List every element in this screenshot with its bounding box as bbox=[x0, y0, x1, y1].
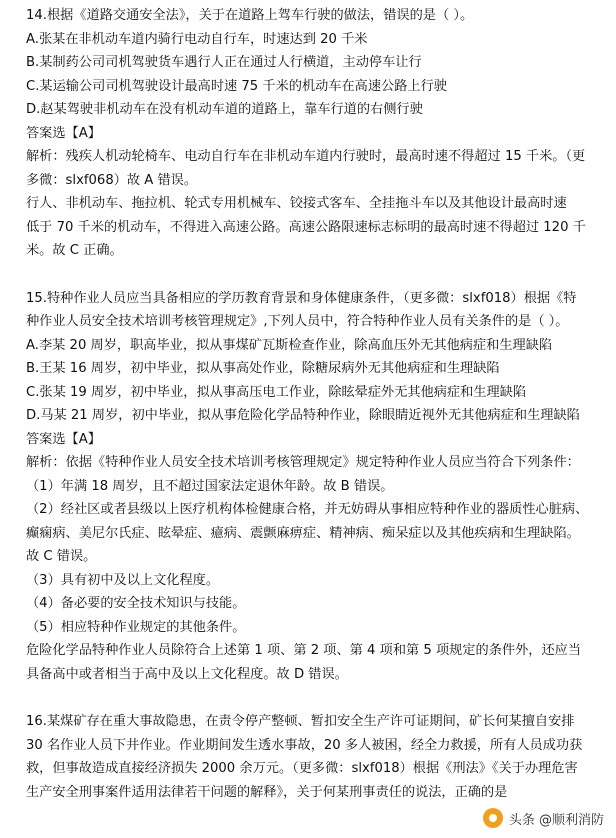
analysis-line: 低于 70 千米的机动车，不得进入高速公路。高速公路限速标志标明的最高时速不得超过 120 千 bbox=[26, 219, 586, 235]
analysis-line: 解析：残疾人机动轮椅车、电动自行车在非机动车道内行驶时，最高时速不得超过 15 千米。（更 bbox=[26, 149, 586, 164]
question-stem: 种作业人员安全技术培训考核管理规定》,下列人员中，符合特种作业人员有关条件的是（ ）。 bbox=[26, 314, 569, 329]
analysis-line: 米。故 C 正确。 bbox=[26, 243, 123, 258]
analysis-line: （2）经社区或者县级以上医疗机构体检健康合格，并无妨碍从事相应特种作业的器质性心脏病、 bbox=[26, 502, 589, 517]
analysis-line: （3）具有初中及以上文化程度。 bbox=[26, 572, 220, 588]
question-stem: 16.某煤矿存在重大事故隐患，在责令停产整顿、暂扣安全生产许可证期间，矿长何某擅自安排 bbox=[26, 714, 575, 729]
question-15 bbox=[26, 287, 594, 687]
option-c: C.张某 19 周岁，初中毕业，拟从事高压电工作业，除眩晕症外无其他病症和生理缺陷 bbox=[26, 384, 527, 400]
question-stem: 15.特种作业人员应当具备相应的学历教育背景和身体健康条件，（更多微：slxf018）根据《特 bbox=[26, 290, 577, 306]
option-c: C.某运输公司司机驾驶设计最高时速 75 千米的机动车在高速公路上行驶 bbox=[26, 78, 447, 94]
brand-logo-icon bbox=[483, 808, 503, 828]
question-14 bbox=[26, 4, 594, 263]
analysis-line: 故 C 错误。 bbox=[26, 549, 97, 564]
answer: 答案选【A】 bbox=[26, 125, 101, 141]
analysis-line: 危险化学品特种作业人员除符合上述第 1 项、第 2 项、第 4 项和第 5 项规定的条件外，还应当 bbox=[26, 643, 582, 658]
question-16 bbox=[26, 710, 594, 804]
answer: 答案选【A】 bbox=[26, 431, 101, 447]
paragraph-gap bbox=[26, 686, 594, 710]
analysis-line: 多微：slxf068）故 A 错误。 bbox=[26, 172, 198, 188]
option-a: A.张某在非机动车道内骑行电动自行车，时速达到 20 千米 bbox=[26, 31, 368, 47]
analysis-line: （4）备必要的安全技术知识与技能。 bbox=[26, 596, 246, 611]
option-d: D.马某 21 周岁，初中毕业，拟从事危险化学品特种作业，除眼睛近视外无其他病症和生理缺陷 bbox=[26, 408, 580, 423]
paragraph-gap bbox=[26, 263, 594, 287]
analysis-line: 行人、非机动车、拖拉机、轮式专用机械车、铰接式客车、全挂拖斗车以及其他设计最高时速 bbox=[26, 196, 567, 211]
watermark-text: 头条 @顺利消防 bbox=[508, 812, 604, 828]
analysis-line: 具备高中或者相当于高中及以上文化程度。故 D 错误。 bbox=[26, 666, 348, 682]
analysis-line: （1）年满 18 周岁，且不超过国家法定退休年龄。故 B 错误。 bbox=[26, 478, 394, 494]
option-b: B.王某 16 周岁，初中毕业，拟从事高处作业，除糖尿病外无其他病症和生理缺陷 bbox=[26, 361, 500, 376]
analysis-line: 癫痫病、美尼尔氏症、眩晕症、癔病、震颤麻痹症、精神病、痴呆症以及其他疾病和生理缺陷。 bbox=[26, 525, 580, 541]
option-d: D.赵某驾驶非机动车在没有机动车道的道路上，靠车行道的右侧行驶 bbox=[26, 102, 423, 117]
option-a: A.李某 20 周岁，职高毕业，拟从事煤矿瓦斯检查作业，除高血压外无其他病症和生理缺陷 bbox=[26, 337, 553, 353]
question-stem: 14.根据《道路交通安全法》，关于在道路上驾车行驶的做法，错误的是（ ）。 bbox=[26, 8, 474, 23]
question-stem: 救，但事故造成直接经济损失 2000 余万元。（更多微：slxf018）根据《刑法》《关于办理危害 bbox=[26, 761, 578, 776]
option-b: B.某制药公司司机驾驶货车遇行人正在通过人行横道，主动停车让行 bbox=[26, 55, 422, 70]
question-stem: 30 名作业人员下井作业。作业期间发生透水事故，20 多人被困，经全力救援，所有人员成功获 bbox=[26, 737, 583, 753]
analysis-line: 解析：依据《特种作业人员安全技术培训考核管理规定》规定特种作业人员应当符合下列条件： bbox=[26, 455, 580, 470]
watermark bbox=[479, 806, 608, 830]
question-stem: 生产安全刑事案件适用法律若干问题的解释》，关于何某刑事责任的说法，正确的是 bbox=[26, 784, 508, 800]
analysis-line: （5）相应特种作业规定的其他条件。 bbox=[26, 619, 246, 635]
